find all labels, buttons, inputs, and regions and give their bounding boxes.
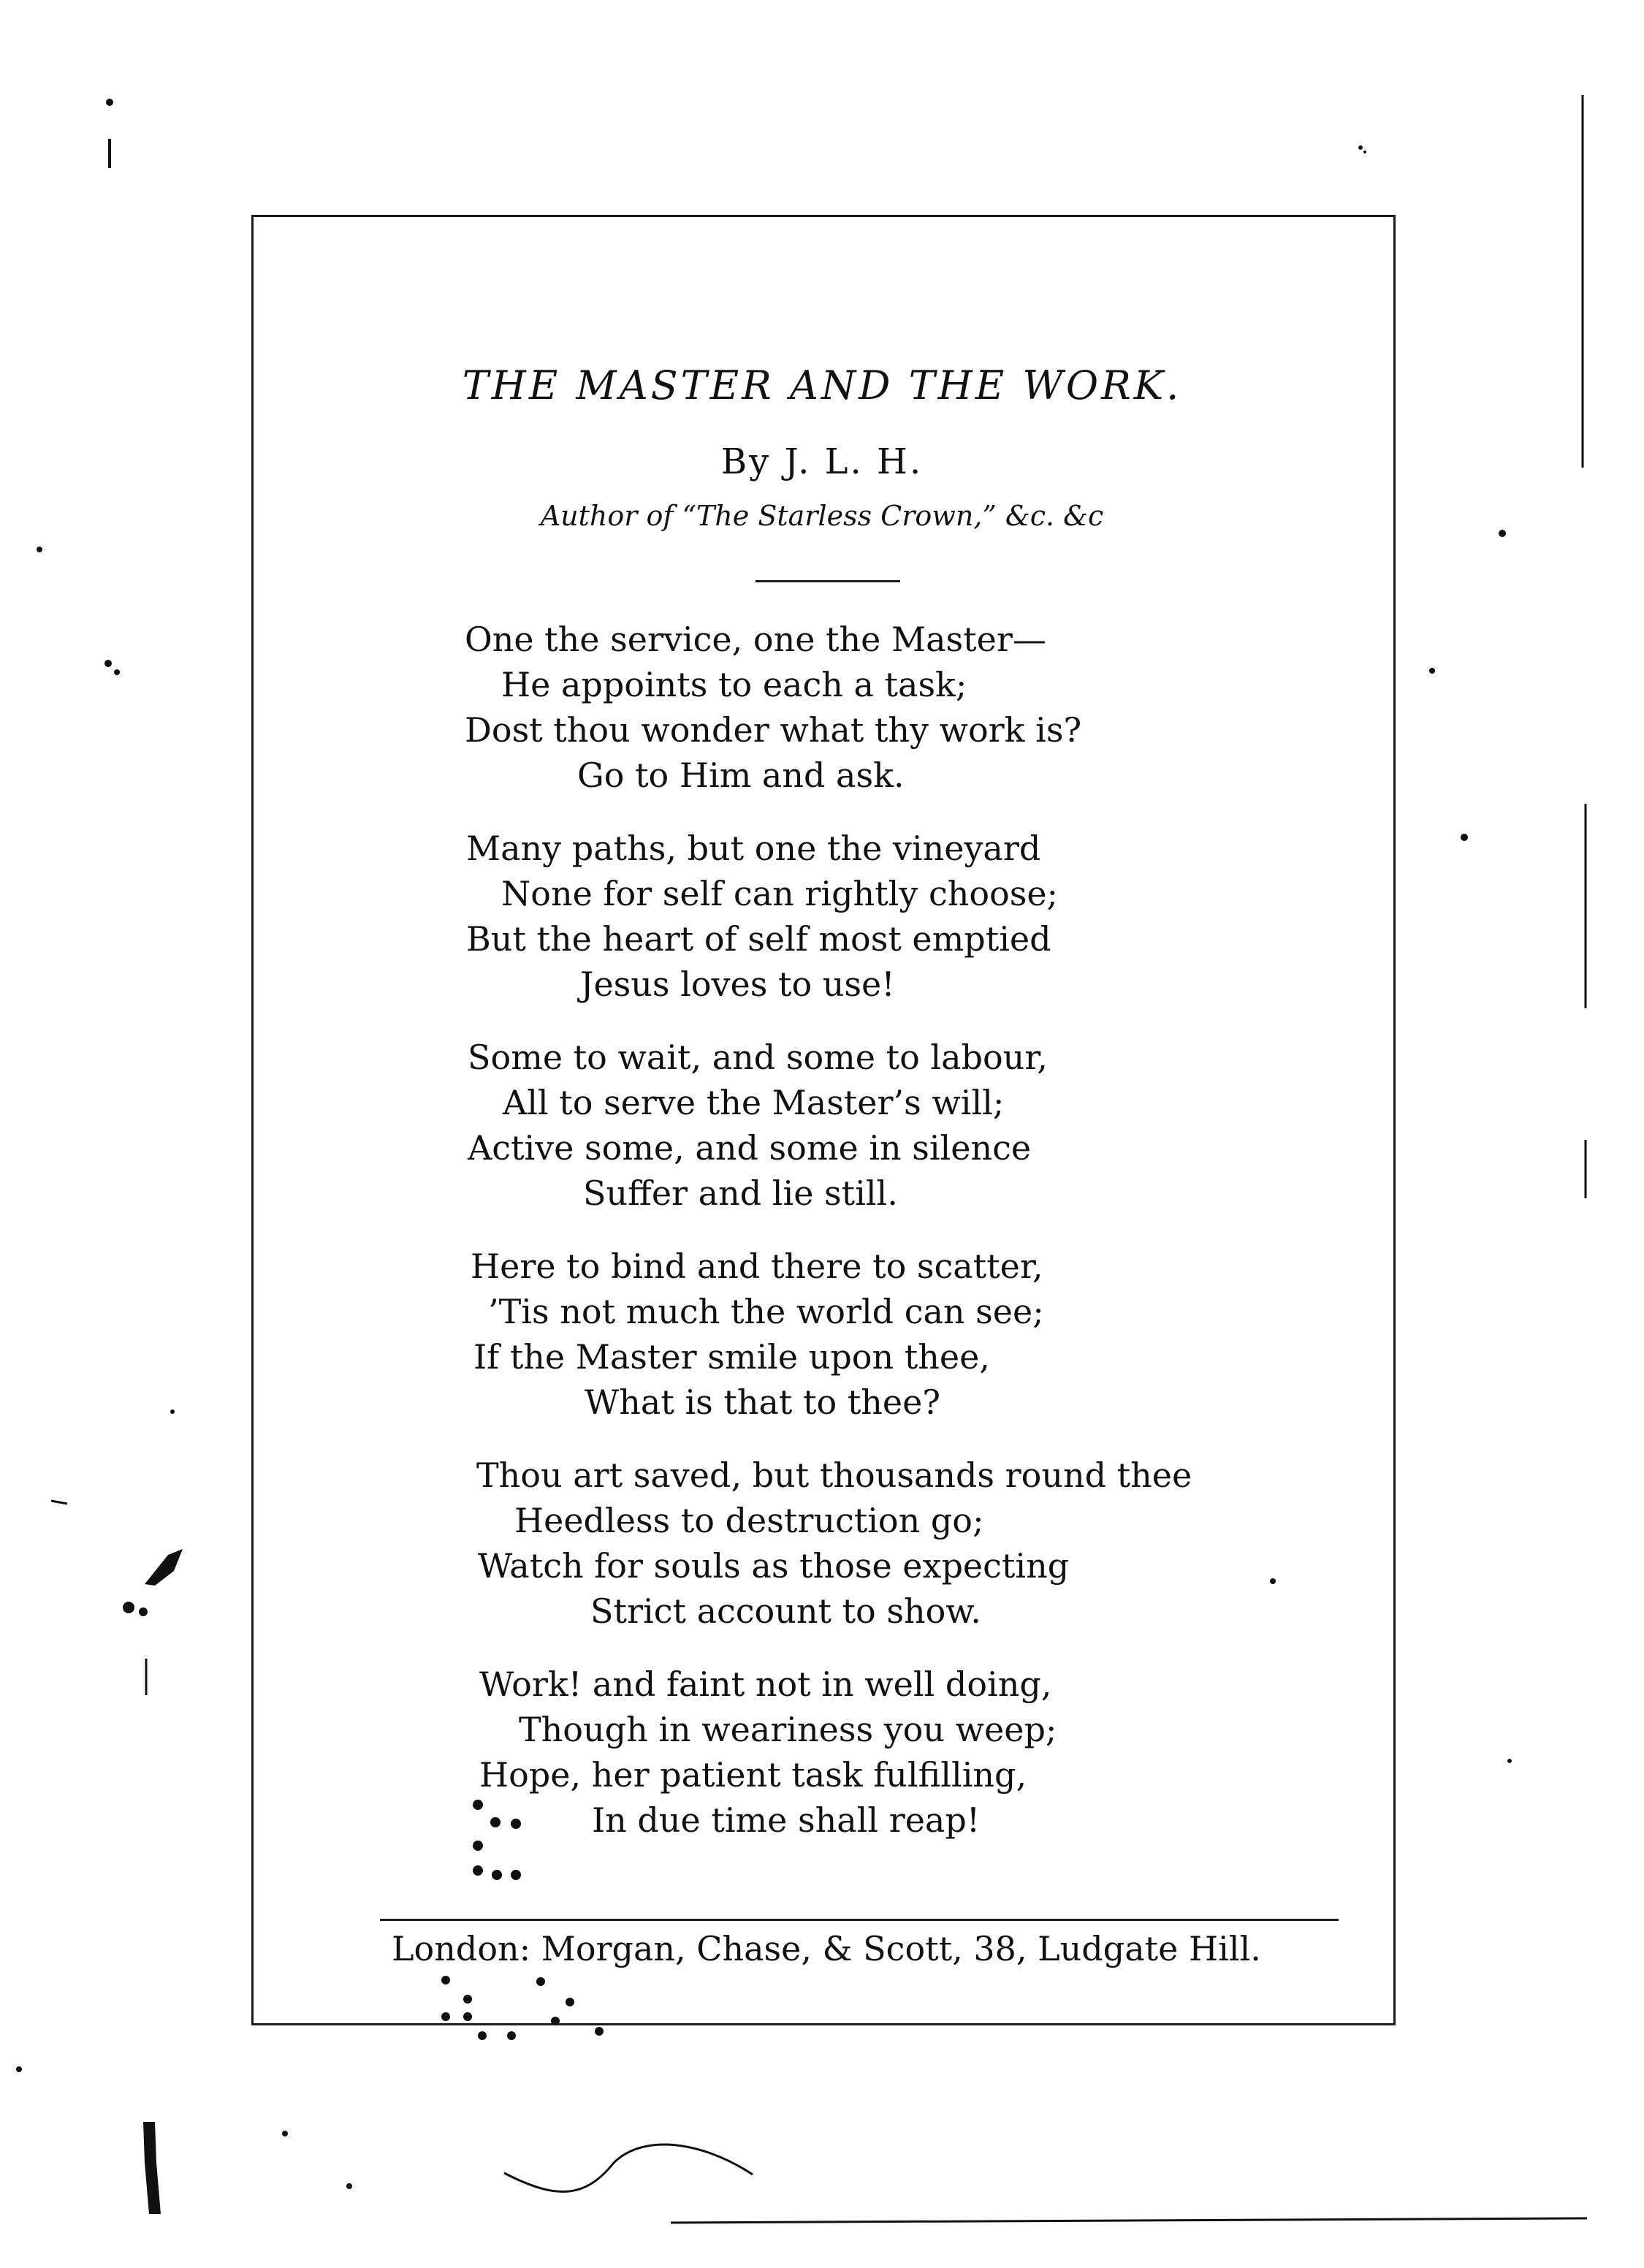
poem-line: None for self can rightly choose; xyxy=(501,874,1059,913)
poem-line: Suffer and lie still. xyxy=(583,1173,898,1213)
poem-line: All to serve the Master’s will; xyxy=(503,1083,1005,1122)
poem-line: Strict account to show. xyxy=(590,1591,981,1631)
poem-title: THE MASTER AND THE WORK. xyxy=(462,362,1182,408)
poem-line: Jesus loves to use! xyxy=(580,964,895,1004)
poem-line: Heedless to destruction go; xyxy=(514,1501,984,1540)
poem-line: He appoints to each a task; xyxy=(501,665,967,704)
publisher-imprint: London: Morgan, Chase, & Scott, 38, Ludgate Hill. xyxy=(392,1929,1261,1968)
poem-line: Hope, her patient task fulfilling, xyxy=(479,1755,1027,1795)
poem-line: Go to Him and ask. xyxy=(577,756,905,795)
poem-line: Work! and faint not in well doing, xyxy=(479,1664,1052,1704)
title-divider xyxy=(756,580,900,582)
poem-line: If the Master smile upon thee, xyxy=(473,1337,990,1377)
poem-line: Some to wait, and some to labour, xyxy=(468,1038,1048,1077)
poem-line: Thou art saved, but thousands round thee xyxy=(476,1455,1192,1495)
poem-line: Here to bind and there to scatter, xyxy=(471,1247,1043,1286)
poem-line: Though in weariness you weep; xyxy=(519,1710,1057,1749)
imprint-divider xyxy=(380,1919,1339,1921)
poem-line: But the heart of self most emptied xyxy=(466,919,1051,959)
poem-line: In due time shall reap! xyxy=(592,1800,981,1840)
poem-line: Many paths, but one the vineyard xyxy=(466,829,1041,868)
poem-line: ’Tis not much the world can see; xyxy=(488,1292,1044,1331)
poem-line: Dost thou wonder what thy work is? xyxy=(465,710,1082,750)
poem-line: One the service, one the Master— xyxy=(465,620,1046,659)
author-note: Author of “The Starless Crown,” &c. &c xyxy=(540,500,1104,532)
poem-line: Active some, and some in silence xyxy=(468,1128,1032,1168)
poem-byline: By J. L. H. xyxy=(720,441,924,482)
poem-line: Watch for souls as those expecting xyxy=(478,1546,1070,1586)
poem-line: What is that to thee? xyxy=(585,1382,941,1422)
